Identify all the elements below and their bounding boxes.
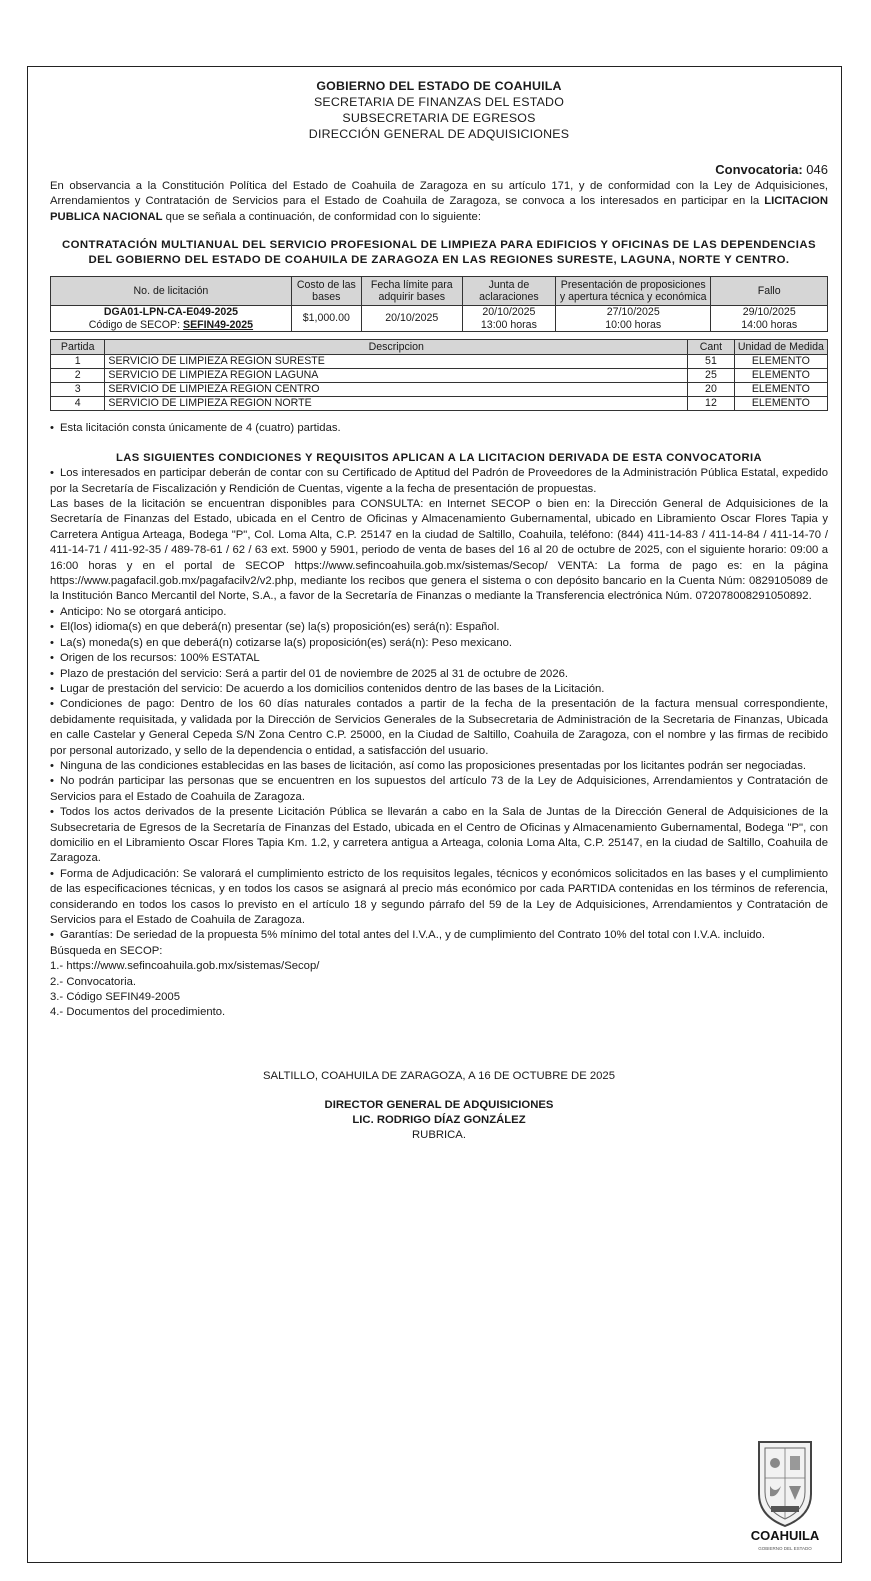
partidas-note: • Esta licitación consta únicamente de 4 (cuatro) partidas. [50,421,828,436]
condition-item: • Forma de Adjudicación: Se valorará el cumplimiento estricto de los requisitos legales, técnicos y económicos solicitados en las bases y el cumplimiento de las especificaciones técnicas, y en todos los casos se asignará al precio más económico por cada PARTIDA contenidas en los términos de referencia, considerando en todos los casos lo previsto en el artículo 18 y segundo párrafo del 59 de la Ley de Adquisiciones, Arrendamientos y Contratación de Servicios para el Estado de Coahuila de Zaragoza. [50,867,828,929]
licitacion-row [51,306,828,332]
conditions-title: LAS SIGUIENTES CONDICIONES Y REQUISITOS APLICAN A LA LICITACION DERIVADA DE ESTA CONVOCATORIA [116,452,762,465]
header-secretaria: SECRETARIA DE FINANZAS DEL ESTADO [313,95,565,109]
condition-item: • Plazo de prestación del servicio: Será a partir del 01 de noviembre de 2025 al 31 de octubre de 2026. [50,667,828,682]
rubrica: RUBRICA. [412,1128,466,1141]
fecha-limite-cell: 20/10/2025 [361,306,462,332]
document-header [50,78,828,142]
secop-step: 1.- https://www.sefincoahuila.gob.mx/sistemas/Secop/ [50,960,320,973]
coahuila-shield-icon [745,1436,825,1554]
condition-item: • Garantías: De seriedad de la propuesta 5% mínimo del total antes del I.V.A., y de cumplimiento del Contrato 10% del total con I.V.A. incluido. [50,928,828,943]
table-row: 2 SERVICIO DE LIMPIEZA REGION LAGUNA 25 ELEMENTO [51,369,828,383]
header-direccion: DIRECCIÓN GENERAL DE ADQUISICIONES [308,127,570,141]
col-fecha-limite: Fecha límite para adquirir bases [361,277,462,306]
partidas-table [50,339,828,411]
place-date: SALTILLO, COAHUILA DE ZARAGOZA, A 16 DE OCTUBRE DE 2025 [263,1069,615,1082]
condition-item: • Anticipo: No se otorgará anticipo. [50,605,828,620]
bases-paragraph: Las bases de la licitación se encuentran disponibles para CONSULTA: en Internet SECOP o bien en: la Dirección General de Adquisiciones de la Secretaría de Finanzas del Estado, ubicada en el Centro de Oficinas y Almacenamiento Gubernamental, ubicado en Libramiento Oscar Flores Tapia y Carretera Antigua Arteaga, Bodega "P", Col. Loma Alta, C.P. 25147 en la ciudad de Saltillo, Coahuila, teléfono: (844) 411-14-83 / 411-14-84 / 411-14-70 / 411-14-71 / 411-92-35 / 489-78-61 / 62 / 63 ext. 5900 y 5901, periodo de venta de bases del 16 al 20 de octubre de 2025, con el siguiente horario: 09:00 a 16:00 horas y en el portal de SECOP https://www.sefincoahuila.gob.mx/sistemas/Secop/ VENTA: La forma de pago es: en la página https://www.pagafacil.gob.mx/pagafacilv2/v2.php, mediante los recibos que genera el sistema o con depósito bancario en la Cuenta Núm: 0829105089 de la Institución Banco Mercantil del Norte, S.A., a favor de la Secretaría de Finanzas o mediante la Transferencia electrónica Núm. 072078008291050892. [50,498,828,603]
secop-step: 3.- Código SEFIN49-2005 [50,991,180,1004]
coahuila-logo [745,1436,825,1554]
tender-title: CONTRATACIÓN MULTIANUAL DEL SERVICIO PROFESIONAL DE LIMPIEZA PARA EDIFICIOS Y OFICINAS DE LAS DEPENDENCIAS DEL GOBIERNO DEL ESTADO DE COAHUILA DE ZARAGOZA EN LAS REGIONES SURESTE, LAGUNA, NORTE Y CENTRO. [62,239,816,266]
licitacion-number: DGA01-LPN-CA-E049-2025 [103,306,239,319]
svg-text:COAHUILA: COAHUILA [750,1528,820,1543]
junta-cell: 20/10/2025 13:00 horas [462,306,555,332]
condition-item: • No podrán participar las personas que se encuentren en los supuestos del artículo 73 de la Ley de Adquisiciones, Arrendamientos y Contratación de Servicios para el Estado de Coahuila de Zaragoza. [50,774,828,805]
condition-item: • Lugar de prestación del servicio: De acuerdo a los domicilios contenidos dentro de las bases de la Licitación. [50,682,828,697]
col-no-licitacion: No. de licitación [51,277,292,306]
col-costo: Costo de las bases [291,277,361,306]
col-descripcion: Descripcion [105,340,688,355]
document-body [50,78,828,1143]
condition-item: • Ninguna de las condiciones establecidas en las bases de licitación, así como las proposiciones presentadas por los licitantes podrán ser negociadas. [50,759,828,774]
signer-name: LIC. RODRIGO DÍAZ GONZÁLEZ [352,1113,526,1126]
signer-position: DIRECTOR GENERAL DE ADQUISICIONES [324,1098,554,1111]
fallo-cell: 29/10/2025 14:00 horas [711,306,828,332]
col-unidad: Unidad de Medida [734,340,827,355]
costo-cell: $1,000.00 [291,306,361,332]
licitacion-header-row [51,277,828,306]
header-subsecretaria: SUBSECRETARIA DE EGRESOS [342,111,536,125]
licitacion-number-cell: DGA01-LPN-CA-E049-2025 Código de SECOP: SEFIN49-2025 [51,306,292,332]
condition-item: • Todos los actos derivados de la presente Licitación Pública se llevarán a cabo en la Sala de Juntas de la Dirección General de Adquisiciones de la Subsecretaria de Egresos de la Secretaría de Finanzas del Estado, ubicada en el Centro de Oficinas y Almacenamiento Gubernamental, Bodega "P", con domicilio en el Libramiento Oscar Flores Tapia Km. 1.2, y carretera antigua a Arteaga, colonia Loma Alta, C.P. 25147, en la ciudad de Saltillo, Coahuila de Zaragoza. [50,805,828,867]
convocatoria-number: Convocatoria: 046 [715,162,828,177]
table-row: 1 SERVICIO DE LIMPIEZA REGION SURESTE 51 ELEMENTO [51,355,828,369]
intro-paragraph: En observancia a la Constitución Política del Estado de Coahuila de Zaragoza en su artículo 171, y de conformidad con la Ley de Adquisiciones, Arrendamientos y Contratación de Servicios para el Estado de Coahuila de Zaragoza, se convoca a los interesados en participar en la LICITACION PUBLICA NACIONAL que se señala a continuación, de conformidad con lo siguiente: [50,180,828,223]
condition-item: • Origen de los recursos: 100% ESTATAL [50,651,828,666]
licitacion-table [50,276,828,332]
partidas-header-row [51,340,828,355]
condition-item: • El(los) idioma(s) en que deberá(n) presentar (se) la(s) proposición(es) será(n): Español. [50,620,828,635]
secop-code: SEFIN49-2025 [183,318,254,331]
condition-item: • Los interesados en participar deberán de contar con su Certificado de Aptitud del Padrón de Proveedores de la Administración Pública Estatal, expedido por la Secretaría de Fiscalización y Rendición de Cuentas, vigente a la fecha de presentación de propuestas. [50,466,828,497]
table-row: 4 SERVICIO DE LIMPIEZA REGION NORTE 12 ELEMENTO [51,397,828,411]
presentacion-cell: 27/10/2025 10:00 horas [556,306,711,332]
col-partida: Partida [51,340,105,355]
secop-title: Búsqueda en SECOP: [50,944,163,957]
table-row: 3 SERVICIO DE LIMPIEZA REGION CENTRO 20 ELEMENTO [51,383,828,397]
condition-item: • La(s) moneda(s) en que deberá(n) cotizarse la(s) proposición(es) será(n): Peso mexicano. [50,636,828,651]
col-junta: Junta de aclaraciones [462,277,555,306]
col-cant: Cant [688,340,735,355]
condition-item: • Condiciones de pago: Dentro de los 60 días naturales contados a partir de la fecha de la presentación de la factura mensual correspondiente, debidamente requisitada, y validada por la Dirección de Servicios Generales de la Subsecretaria de Administración de la Secretaria de Finanzas, Ubicada en calle Castelar y General Cepeda S/N Zona Centro C.P. 25000, en la Ciudad de Saltillo, Coahuila de Zaragoza, con el nombre y las firmas de recibido por personal autorizado, y sello de la dependencia o entidad, a satisfacción del usuario. [50,697,828,759]
col-presentacion: Presentación de proposiciones y apertura técnica y económica [556,277,711,306]
secop-step: 4.- Documentos del procedimiento. [50,1006,226,1019]
col-fallo: Fallo [711,277,828,306]
secop-step: 2.- Convocatoria. [50,975,137,988]
svg-text:GOBIERNO DEL ESTADO: GOBIERNO DEL ESTADO [758,1546,812,1551]
header-government: GOBIERNO DEL ESTADO DE COAHUILA [316,79,562,93]
